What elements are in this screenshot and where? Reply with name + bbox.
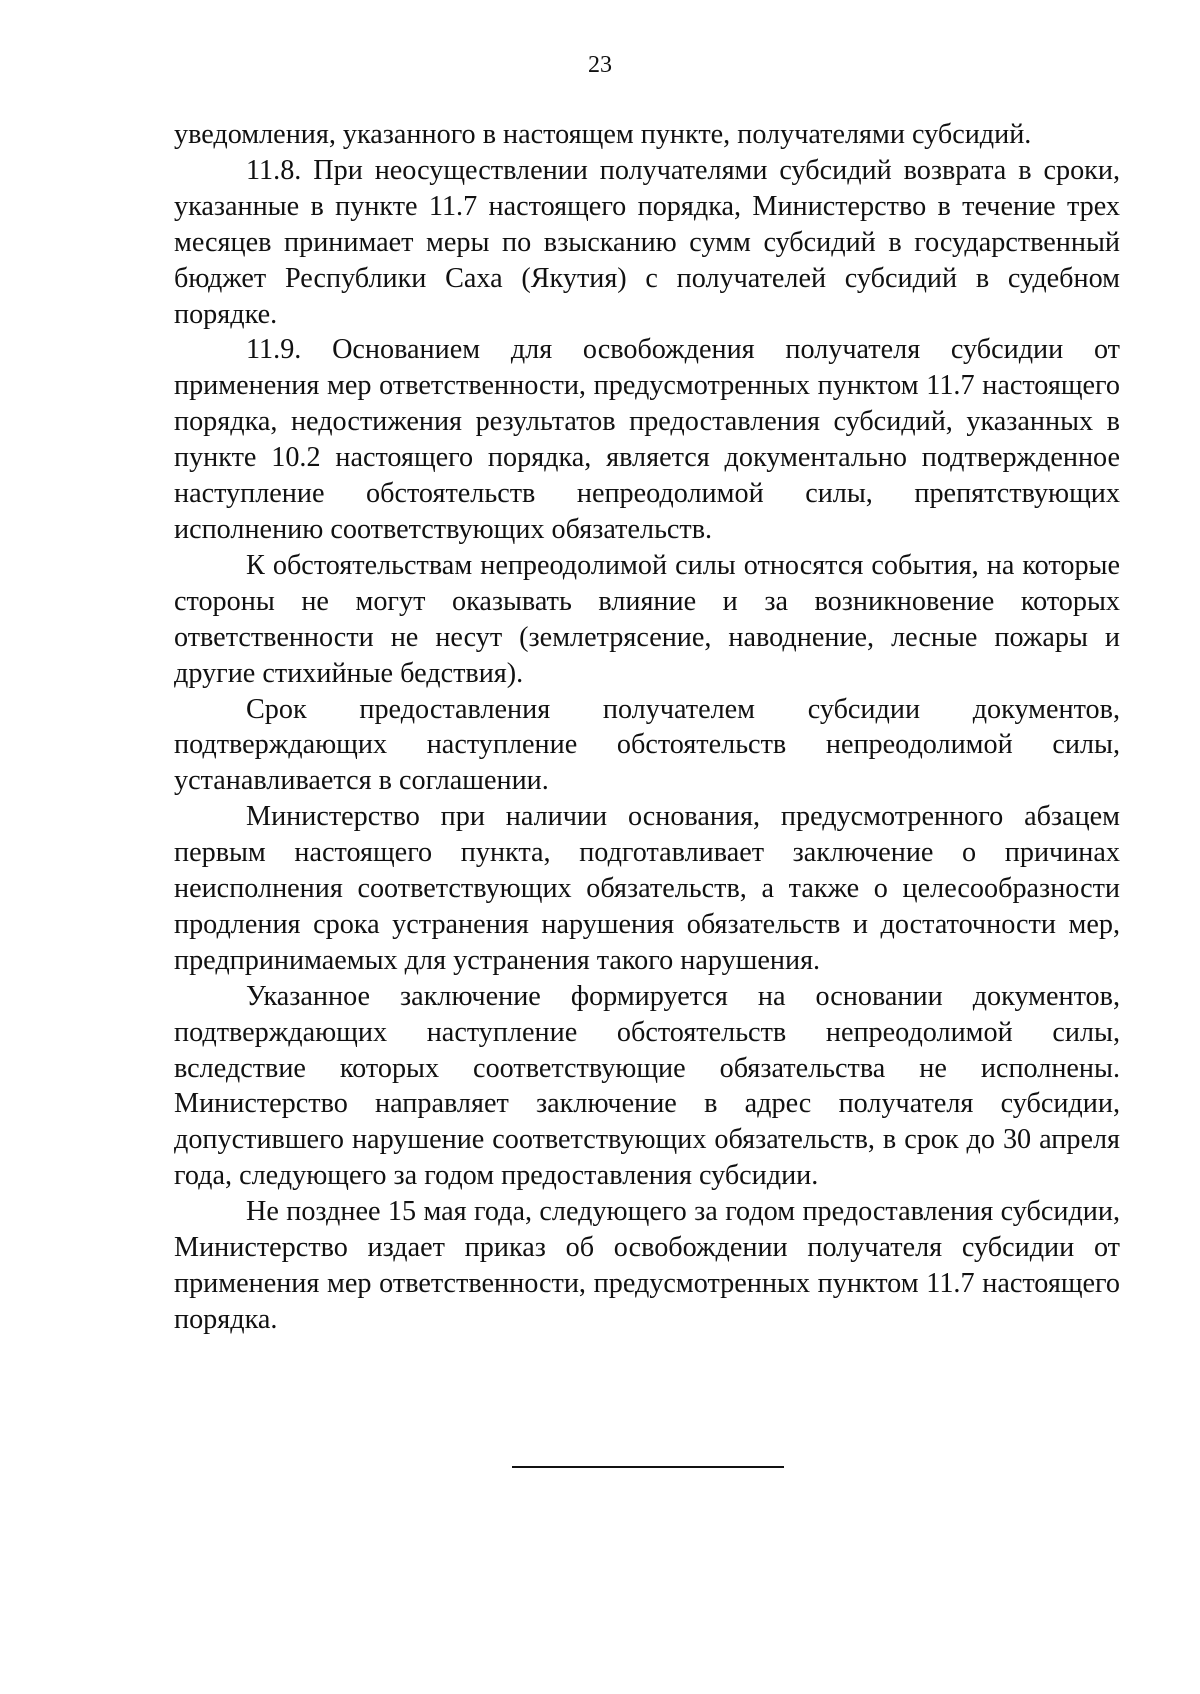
paragraph-force-majeure-definition: К обстоятельствам непреодолимой силы относятся события, на которые стороны не могут оказывать влияние и за возникновение которых ответственности не несут (землетрясение, наводнение, лесные пожары и другие стихийные бедствия). <box>174 549 1120 689</box>
paragraph-conclusion-basis: Указанное заключение формируется на основании документов, подтверждающих наступление обстоятельств непреодолимой силы, вследствие которых соответствующие обязательства не исполнены. Министерство направляет заключение в адрес получателя субсидии, допустившего нарушение соответствующих обязательств, в срок до 30 апреля года, следующего за годом предоставления субсидии. <box>174 980 1120 1192</box>
paragraph-11-9: 11.9. Основанием для освобождения получателя субсидии от применения мер ответственности, предусмотренных пунктом 11.7 настоящего порядка, недостижения результатов предоставления субсидий, указанных в пункте 10.2 настоящего порядка, является документально подтвержденное наступление обстоятельств непреодолимой силы, препятствующих исполнению соответствующих обязательств. <box>174 334 1120 545</box>
paragraph-ministry-conclusion: Министерство при наличии основания, предусмотренного абзацем первым настоящего пункта, подготавливает заключение о причинах неисполнения соответствующих обязательств, а также о целесообразности продления срока устранения нарушения обязательств и достаточности мер, предпринимаемых для устранения такого нарушения. <box>174 801 1120 976</box>
page-number: 23 <box>588 52 612 78</box>
paragraph-release-order: Не позднее 15 мая года, следующего за годом предоставления субсидии, Министерство издает приказ об освобождении получателя субсидии от применения мер ответственности, предусмотренных пунктом 11.7 настоящего порядка. <box>174 1196 1120 1335</box>
end-of-document-rule <box>512 1466 784 1468</box>
paragraph-11-8: 11.8. При неосуществлении получателями субсидий возврата в сроки, указанные в пункте 11.7 настоящего порядка, Министерство в течение трех месяцев принимает меры по взысканию сумм субсидий в государственный бюджет Республики Саха (Якутия) с получателей субсидий в судебном порядке. <box>174 154 1120 330</box>
paragraph-continuation: уведомления, указанного в настоящем пункте, получателями субсидий. <box>174 119 1032 150</box>
paragraph-document-deadline: Срок предоставления получателем субсидии документов, подтверждающих наступление обстоятельств непреодолимой силы, устанавливается в соглашении. <box>174 693 1120 797</box>
document-body <box>174 117 1120 1338</box>
